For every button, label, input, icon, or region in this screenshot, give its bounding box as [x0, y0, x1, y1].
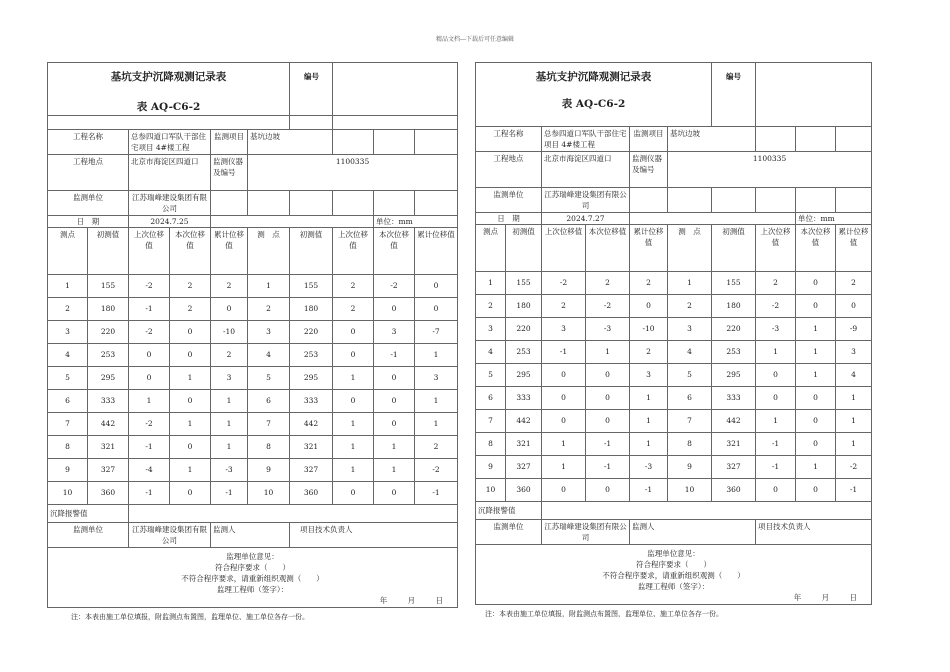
number-value[interactable]: [333, 63, 458, 116]
table-cell: -2: [129, 412, 170, 435]
table-cell: 2: [476, 294, 506, 317]
table-cell: 10: [248, 481, 290, 504]
table-cell: 180: [506, 294, 542, 317]
col-curr: 本次位移值: [170, 227, 211, 274]
record-sheet-2: [475, 62, 871, 619]
table-cell: 1: [586, 340, 630, 363]
table-cell: 4: [476, 340, 506, 363]
table-cell: -9: [836, 317, 872, 340]
col-prev: 上次位移值: [129, 227, 170, 274]
table-row: [476, 294, 872, 317]
col-initial-r2: 初测值: [712, 224, 756, 271]
table-cell: 3: [211, 366, 248, 389]
table-cell: -2: [542, 271, 586, 294]
table-cell: 1: [48, 274, 88, 297]
table-cell: 9: [48, 458, 88, 481]
table-cell: -1: [211, 481, 248, 504]
table-cell: 327: [290, 458, 333, 481]
table-cell: 2: [415, 435, 458, 458]
table-cell: 2: [211, 274, 248, 297]
table-cell: 327: [506, 455, 542, 478]
table-cell: 220: [712, 317, 756, 340]
table-cell: -1: [374, 343, 415, 366]
bottom-unit-value: 江苏瑞峰建设集团有限公司: [129, 522, 211, 547]
table-cell: 0: [542, 363, 586, 386]
col-cum-r2: 累计位移值: [836, 224, 872, 271]
table-cell: 4: [668, 340, 712, 363]
date-value: 2024.7.25: [129, 215, 211, 227]
table-cell: -1: [542, 340, 586, 363]
table-cell: -1: [415, 481, 458, 504]
col-curr-r: 本次位移值: [586, 224, 630, 271]
table-cell: 295: [712, 363, 756, 386]
table-cell: 0: [796, 294, 836, 317]
table-cell: -1: [129, 297, 170, 320]
table-cell: 1: [333, 366, 374, 389]
monitor-item-value: 基坑边坡: [248, 129, 333, 154]
table-cell: 1: [796, 317, 836, 340]
table-cell: 1: [248, 274, 290, 297]
data-rows-2: [476, 271, 872, 501]
table-cell: 0: [796, 386, 836, 409]
number-label: 编号: [290, 63, 333, 116]
location-value: 北京市海淀区四道口: [129, 154, 211, 190]
table-cell: 0: [211, 297, 248, 320]
col-point: 测点: [48, 227, 88, 274]
table-cell: -4: [129, 458, 170, 481]
table-cell: 155: [506, 271, 542, 294]
table-cell: 1: [542, 455, 586, 478]
project-name-value-2: 总参四道口军队干部住宅项目 4#楼工程: [542, 126, 630, 151]
table-cell: 9: [476, 455, 506, 478]
bottom-unit-value-2: 江苏瑞峰建设集团有限公司: [542, 519, 630, 544]
table-cell: 327: [712, 455, 756, 478]
table-cell: 5: [668, 363, 712, 386]
table-cell: 1: [415, 343, 458, 366]
monitor-unit-value: 江苏瑞峰建设集团有限公司: [129, 190, 211, 215]
table-cell: 3: [630, 363, 668, 386]
date-ymd-2: 年 月 日: [793, 592, 858, 602]
table-cell: 6: [48, 389, 88, 412]
table-cell: 1: [836, 409, 872, 432]
table-row: [48, 320, 458, 343]
table-cell: 2: [756, 271, 796, 294]
table-cell: 1: [211, 435, 248, 458]
table-cell: 6: [668, 386, 712, 409]
instrument-value: 1100335: [248, 154, 458, 190]
unit-label: 单位：mm: [374, 215, 458, 227]
table-cell: 2: [48, 297, 88, 320]
table-cell: 155: [712, 271, 756, 294]
date-label: 日 期: [48, 215, 129, 227]
location-value-2: 北京市海淀区四道口: [542, 151, 630, 187]
table-cell: 155: [290, 274, 333, 297]
table-cell: 2: [248, 297, 290, 320]
footnote: 注：本表由施工单位填报，附监测点布置图，监理单位、施工单位各存一份。: [71, 612, 309, 621]
data-rows-1: [48, 274, 458, 504]
table-cell: 360: [506, 478, 542, 501]
record-body-1: [47, 100, 458, 608]
table-cell: 1: [374, 435, 415, 458]
table-cell: 3: [476, 317, 506, 340]
table-cell: 253: [290, 343, 333, 366]
table-cell: 2: [586, 271, 630, 294]
table-cell: -1: [756, 432, 796, 455]
monitor-unit-label-2: 监测单位: [476, 187, 542, 212]
table-cell: 1: [170, 366, 211, 389]
date-ymd: 年 月 日: [379, 595, 444, 605]
table-row: [48, 366, 458, 389]
supervisor-opinion-2: 监理单位意见： 符合程序要求（ ） 不符合程序要求，请重新组织观测（ ） 监理工程师（签字）： 年 月 日: [476, 544, 872, 604]
location-label: 工程地点: [48, 154, 129, 190]
table-cell: 0: [129, 343, 170, 366]
table-cell: 2: [836, 271, 872, 294]
table-cell: 253: [506, 340, 542, 363]
table-cell: 253: [712, 340, 756, 363]
warning-label: 沉降报警值: [48, 504, 129, 522]
table-cell: 0: [374, 389, 415, 412]
table-cell: -2: [586, 294, 630, 317]
table-cell: 327: [88, 458, 129, 481]
table-row: [48, 297, 458, 320]
table-cell: 7: [476, 409, 506, 432]
table-cell: 220: [506, 317, 542, 340]
table-cell: 2: [333, 297, 374, 320]
table-cell: 253: [88, 343, 129, 366]
table-row: [476, 478, 872, 501]
monitor-item-value-2: 基坑边坡: [668, 126, 756, 151]
table-cell: 1: [415, 389, 458, 412]
table-cell: 1: [129, 389, 170, 412]
col-point-r: 测点: [476, 224, 506, 271]
monitor-person-label-2: 监测人: [630, 519, 756, 544]
table-cell: -2: [129, 274, 170, 297]
table-cell: 2: [170, 274, 211, 297]
table-cell: 0: [374, 412, 415, 435]
form-number-cell-2: 表 AQ-C6-2: [476, 112, 712, 127]
table-cell: 1: [796, 340, 836, 363]
table-cell: 180: [712, 294, 756, 317]
table-cell: 0: [796, 478, 836, 501]
col-prev-r: 上次位移值: [542, 224, 586, 271]
table-row: [476, 409, 872, 432]
monitor-item-label-2: 监测项目: [630, 126, 668, 151]
table-cell: 2: [542, 294, 586, 317]
table-cell: 1: [170, 412, 211, 435]
monitor-unit-value-2: 江苏瑞峰建设集团有限公司: [542, 187, 630, 212]
bottom-unit-label: 监测单位: [48, 522, 129, 547]
table-cell: 1: [333, 435, 374, 458]
table-cell: 1: [374, 458, 415, 481]
table-cell: 0: [333, 389, 374, 412]
table-cell: 4: [48, 343, 88, 366]
table-cell: -2: [374, 274, 415, 297]
table-cell: 180: [290, 297, 333, 320]
table-cell: 3: [542, 317, 586, 340]
table-cell: 1: [668, 271, 712, 294]
table-cell: 295: [88, 366, 129, 389]
table-cell: 0: [129, 366, 170, 389]
table-cell: 333: [88, 389, 129, 412]
table-cell: 0: [542, 386, 586, 409]
table-cell: -1: [836, 478, 872, 501]
table-cell: -1: [630, 478, 668, 501]
table-cell: 0: [170, 389, 211, 412]
unit-label-2: 单位：mm: [796, 212, 872, 224]
table-cell: 8: [476, 432, 506, 455]
table-cell: 5: [476, 363, 506, 386]
table-cell: 1: [542, 432, 586, 455]
table-cell: -3: [586, 317, 630, 340]
table-cell: 2: [333, 274, 374, 297]
table-cell: 0: [756, 363, 796, 386]
table-cell: 3: [48, 320, 88, 343]
table-cell: 1: [756, 340, 796, 363]
table-cell: 0: [170, 481, 211, 504]
table-cell: 3: [374, 320, 415, 343]
table-cell: 4: [836, 363, 872, 386]
table-cell: 0: [586, 409, 630, 432]
table-cell: 0: [836, 294, 872, 317]
table-cell: 0: [586, 386, 630, 409]
table-cell: 0: [374, 297, 415, 320]
table-row: [476, 271, 872, 294]
table-cell: 1: [333, 458, 374, 481]
footnote-2: 注：本表由施工单位填报，附监测点布置图，监理单位、施工单位各存一份。: [485, 609, 723, 618]
table-cell: -1: [129, 481, 170, 504]
table-cell: 442: [88, 412, 129, 435]
header-note: 精品文档---下载后可任意编辑: [435, 36, 515, 43]
table-row: [476, 455, 872, 478]
table-cell: 155: [88, 274, 129, 297]
table-cell: 10: [48, 481, 88, 504]
table-cell: -1: [129, 435, 170, 458]
table-cell: 1: [211, 389, 248, 412]
form-number-cell: 表 AQ-C6-2: [48, 115, 290, 130]
col-curr-2: 本次位移值: [374, 227, 415, 274]
table-cell: 220: [290, 320, 333, 343]
col-initial-2: 初测值: [290, 227, 333, 274]
instrument-value-2: 1100335: [668, 151, 872, 187]
location-label-2: 工程地点: [476, 151, 542, 187]
table-cell: 1: [836, 432, 872, 455]
table-cell: 1: [630, 386, 668, 409]
table-cell: -10: [211, 320, 248, 343]
number-label-2: 编号: [712, 63, 756, 113]
table-cell: 5: [48, 366, 88, 389]
table-cell: 0: [756, 478, 796, 501]
table-cell: -1: [586, 432, 630, 455]
table-cell: 3: [415, 366, 458, 389]
table-cell: -2: [415, 458, 458, 481]
table-cell: 442: [290, 412, 333, 435]
instrument-label: 监测仪器及编号: [211, 154, 248, 190]
table-cell: 333: [506, 386, 542, 409]
table-row: [476, 340, 872, 363]
supervisor-opinion: 监理单位意见： 符合程序要求（ ） 不符合程序要求，请重新组织观测（ ） 监理工程师（签字）： 年 月 日: [48, 547, 458, 607]
table-cell: 360: [290, 481, 333, 504]
table-cell: 0: [542, 409, 586, 432]
table-cell: 0: [796, 271, 836, 294]
project-name-label-2: 工程名称: [476, 126, 542, 151]
table-cell: 8: [668, 432, 712, 455]
table-cell: 3: [836, 340, 872, 363]
record-sheet-1: [47, 62, 457, 622]
col-point-r2: 测 点: [668, 224, 712, 271]
table-cell: 2: [211, 343, 248, 366]
table-cell: 3: [668, 317, 712, 340]
table-cell: -2: [756, 294, 796, 317]
table-cell: 3: [248, 320, 290, 343]
tech-lead-label-2: 项目技术负责人: [756, 519, 872, 544]
table-cell: -2: [836, 455, 872, 478]
table-cell: 6: [476, 386, 506, 409]
table-row: [48, 389, 458, 412]
table-row: [48, 274, 458, 297]
table-cell: 0: [333, 343, 374, 366]
project-name-value: 总参四道口军队干部住宅项目 4#楼工程: [129, 129, 211, 154]
table-cell: 5: [248, 366, 290, 389]
col-cum: 累计位移值: [211, 227, 248, 274]
table-cell: 9: [248, 458, 290, 481]
sheet-title-2: 基坑支护沉降观测记录表: [476, 63, 712, 113]
table-row: [48, 412, 458, 435]
table-cell: -3: [630, 455, 668, 478]
table-cell: 1: [476, 271, 506, 294]
table-cell: 0: [374, 366, 415, 389]
col-cum-r: 累计位移值: [630, 224, 668, 271]
table-cell: -3: [756, 317, 796, 340]
table-cell: 10: [668, 478, 712, 501]
table-cell: 1: [796, 455, 836, 478]
col-curr-r2: 本次位移值: [796, 224, 836, 271]
table-cell: 1: [756, 409, 796, 432]
table-cell: 0: [374, 481, 415, 504]
table-cell: 360: [712, 478, 756, 501]
table-cell: 295: [506, 363, 542, 386]
table-cell: 321: [88, 435, 129, 458]
tech-lead-label: 项目技术负责人: [290, 522, 458, 547]
col-prev-r2: 上次位移值: [756, 224, 796, 271]
monitor-person-label: 监测人: [211, 522, 290, 547]
table-cell: 8: [48, 435, 88, 458]
table-cell: 1: [836, 386, 872, 409]
table-cell: 0: [170, 343, 211, 366]
table-row: [476, 432, 872, 455]
instrument-label-2: 监测仪器及编号: [630, 151, 668, 187]
table-row: [48, 343, 458, 366]
table-cell: 1: [796, 363, 836, 386]
project-name-label: 工程名称: [48, 129, 129, 154]
table-row: [48, 481, 458, 504]
warning-label-2: 沉降报警值: [476, 501, 542, 519]
table-cell: 0: [586, 478, 630, 501]
table-cell: 7: [668, 409, 712, 432]
table-cell: 0: [333, 320, 374, 343]
table-cell: 1: [333, 412, 374, 435]
table-cell: 0: [415, 274, 458, 297]
table-cell: 442: [712, 409, 756, 432]
table-cell: 0: [586, 363, 630, 386]
table-cell: 1: [630, 409, 668, 432]
table-cell: -3: [211, 458, 248, 481]
table-cell: 360: [88, 481, 129, 504]
table-cell: 1: [630, 432, 668, 455]
table-cell: -10: [630, 317, 668, 340]
table-cell: 321: [712, 432, 756, 455]
col-point-2: 测 点: [248, 227, 290, 274]
table-row: [48, 435, 458, 458]
table-cell: -1: [756, 455, 796, 478]
table-cell: 10: [476, 478, 506, 501]
date-value-2: 2024.7.27: [542, 212, 630, 224]
table-cell: 220: [88, 320, 129, 343]
table-row: [476, 363, 872, 386]
table-cell: 2: [630, 340, 668, 363]
table-row: [476, 317, 872, 340]
table-cell: 333: [290, 389, 333, 412]
col-prev-2: 上次位移值: [333, 227, 374, 274]
bottom-unit-label-2: 监测单位: [476, 519, 542, 544]
table-cell: 0: [170, 435, 211, 458]
table-cell: 1: [170, 458, 211, 481]
table-cell: 0: [415, 297, 458, 320]
table-cell: 7: [48, 412, 88, 435]
table-cell: 0: [170, 320, 211, 343]
table-cell: 0: [333, 481, 374, 504]
table-cell: 2: [170, 297, 211, 320]
col-cum-2: 累计位移值: [415, 227, 458, 274]
table-cell: 321: [290, 435, 333, 458]
date-label-2: 日 期: [476, 212, 542, 224]
table-cell: 0: [756, 386, 796, 409]
record-body-2: [475, 97, 872, 605]
number-value-2[interactable]: [756, 63, 872, 113]
monitor-item-label: 监测项目: [211, 129, 248, 154]
table-cell: 0: [796, 409, 836, 432]
table-row: [48, 458, 458, 481]
table-cell: 0: [796, 432, 836, 455]
table-cell: 0: [542, 478, 586, 501]
table-cell: 7: [248, 412, 290, 435]
table-cell: 2: [668, 294, 712, 317]
table-cell: 333: [712, 386, 756, 409]
table-cell: 442: [506, 409, 542, 432]
table-cell: -7: [415, 320, 458, 343]
table-cell: 180: [88, 297, 129, 320]
table-cell: 295: [290, 366, 333, 389]
table-cell: 4: [248, 343, 290, 366]
table-cell: 0: [630, 294, 668, 317]
col-initial: 初测值: [88, 227, 129, 274]
table-cell: 2: [630, 271, 668, 294]
table-row: [476, 386, 872, 409]
table-cell: 9: [668, 455, 712, 478]
monitor-unit-label: 监测单位: [48, 190, 129, 215]
sheet-title: 基坑支护沉降观测记录表: [48, 63, 290, 113]
table-cell: 1: [211, 412, 248, 435]
table-cell: 321: [506, 432, 542, 455]
table-cell: -2: [129, 320, 170, 343]
table-cell: 6: [248, 389, 290, 412]
col-initial-r: 初测值: [506, 224, 542, 271]
table-cell: -1: [586, 455, 630, 478]
table-cell: 1: [415, 412, 458, 435]
table-cell: 8: [248, 435, 290, 458]
